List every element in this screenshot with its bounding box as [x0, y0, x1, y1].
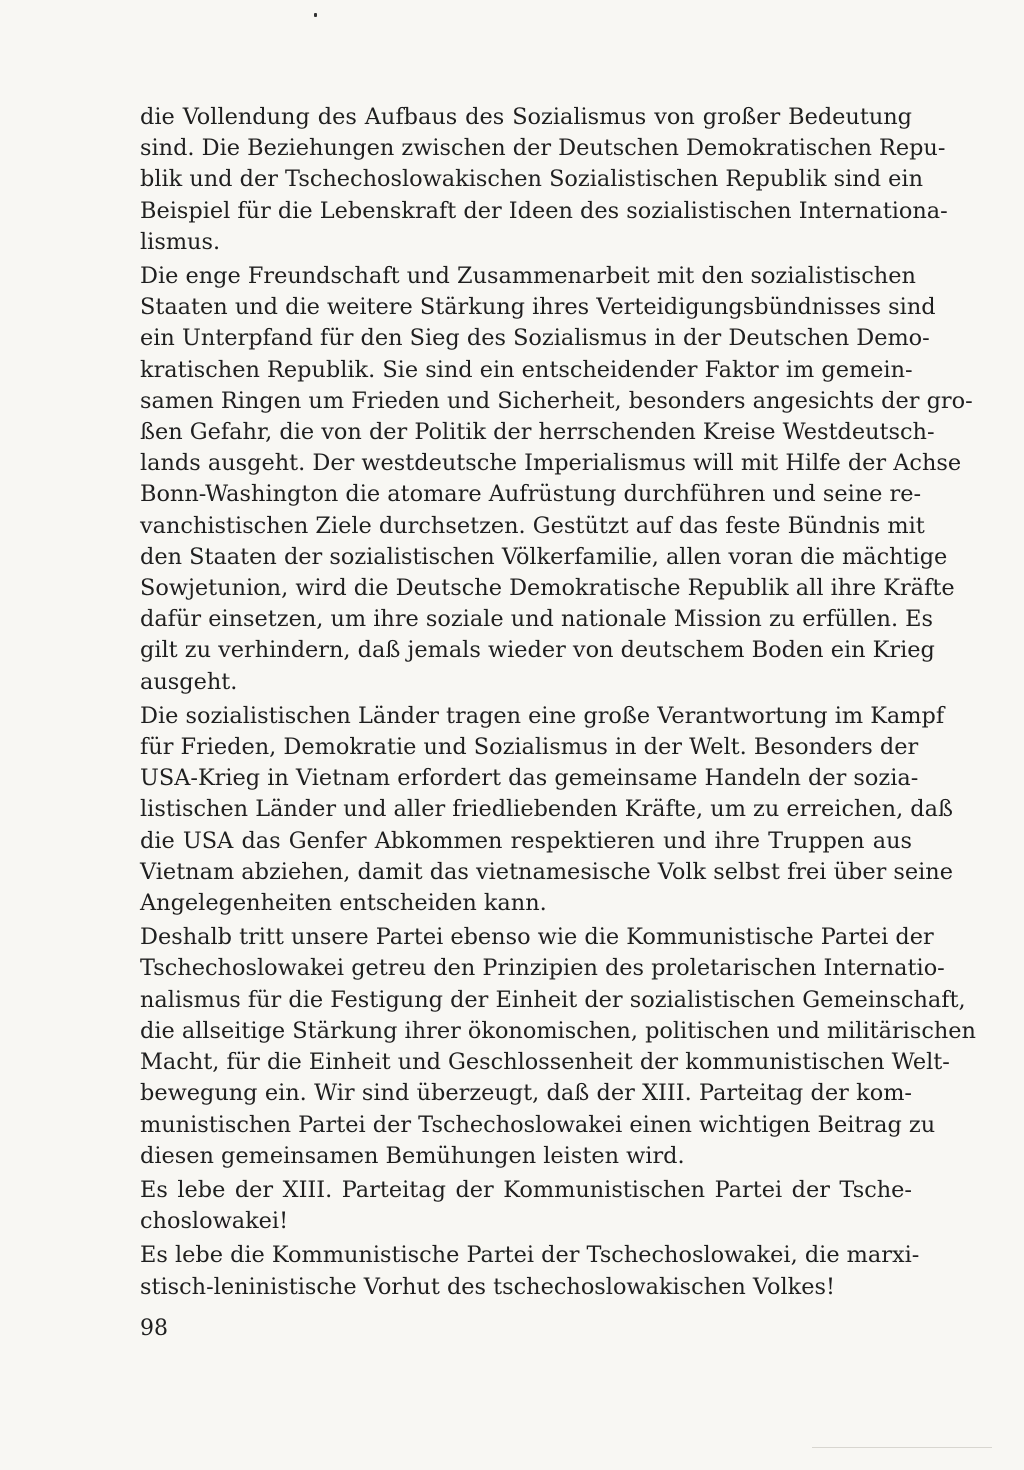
text-line: listischen Länder und aller friedliebenden Kräfte, um zu erreichen, daß: [140, 796, 953, 823]
text-line: ausgeht.: [140, 668, 238, 695]
scan-speck: [314, 13, 317, 17]
text-line: diesen gemeinsamen Bemühungen leisten wird.: [140, 1142, 685, 1169]
text-line: gilt zu verhindern, daß jemals wieder von deutschem Boden ein Krieg: [140, 637, 935, 664]
paragraph-6: [140, 1240, 920, 1302]
text-line: für Frieden, Demokratie und Sozialismus in der Welt. Besonders der: [140, 734, 919, 761]
text-line: die USA das Genfer Abkommen respektieren und ihre Truppen aus: [140, 827, 912, 854]
text-line: stisch-leninistische Vorhut des tschechoslowakischen Volkes!: [140, 1273, 835, 1300]
text-line: Angelegenheiten entscheiden kann.: [140, 890, 547, 917]
text-line: Die enge Freundschaft und Zusammenarbeit mit den sozialistischen: [140, 263, 916, 290]
text-line: blik und der Tschechoslowakischen Sozialistischen Republik sind ein: [140, 166, 923, 193]
scan-edge-mark: [812, 1447, 992, 1448]
text-line: kratischen Republik. Sie sind ein entscheidender Faktor im gemein-: [140, 356, 913, 383]
text-line: die allseitige Stärkung ihrer ökonomischen, politischen und militärischen: [140, 1017, 976, 1044]
body-text: [140, 102, 976, 1303]
paragraph-5: [140, 1175, 912, 1237]
text-line: munistischen Partei der Tschechoslowakei einen wichtigen Beitrag zu: [140, 1111, 936, 1138]
text-line: Bonn-Washington die atomare Aufrüstung durchführen und seine re-: [140, 481, 922, 508]
text-line: bewegung ein. Wir sind überzeugt, daß der XIII. Parteitag der kom-: [140, 1080, 912, 1107]
text-line: lismus.: [140, 228, 221, 255]
text-line: Die sozialistischen Länder tragen eine große Verantwortung im Kampf: [140, 702, 945, 729]
text-line: Tschechoslowakei getreu den Prinzipien des proletarischen Internatio-: [140, 955, 945, 982]
text-line: USA-Krieg in Vietnam erfordert das gemeinsame Handeln der sozia-: [140, 765, 919, 792]
text-line: sind. Die Beziehungen zwischen der Deutschen Demokratischen Repu-: [140, 135, 946, 162]
text-line: den Staaten der sozialistischen Völkerfamilie, allen voran die mächtige: [140, 543, 948, 570]
text-line: vanchistischen Ziele durchsetzen. Gestützt auf das feste Bündnis mit: [140, 512, 925, 539]
text-line: samen Ringen um Frieden und Sicherheit, besonders angesichts der gro-: [140, 387, 973, 414]
text-line: choslowakei!: [140, 1208, 289, 1235]
text-line: nalismus für die Festigung der Einheit der sozialistischen Gemeinschaft,: [140, 986, 966, 1013]
text-line: ein Unterpfand für den Sieg des Sozialismus in der Deutschen Demo-: [140, 325, 930, 352]
text-line: lands ausgeht. Der westdeutsche Imperialismus will mit Hilfe der Achse: [140, 450, 962, 477]
text-line: Es lebe der XIII. Parteitag der Kommunistischen Partei der Tsche-: [140, 1176, 912, 1203]
paragraph-2: [140, 261, 973, 698]
text-line: Deshalb tritt unsere Partei ebenso wie die Kommunistische Partei der: [140, 924, 934, 951]
text-line: die Vollendung des Aufbaus des Sozialismus von großer Bedeutung: [140, 104, 912, 130]
page-number: 98: [140, 1316, 168, 1341]
text-line: ßen Gefahr, die von der Politik der herrschenden Kreise Westdeutsch-: [140, 419, 935, 446]
text-line: Es lebe die Kommunistische Partei der Tschechoslowakei, die marxi-: [140, 1242, 920, 1269]
text-line: Vietnam abziehen, damit das vietnamesische Volk selbst frei über seine: [140, 858, 953, 885]
paragraph-4: [140, 922, 976, 1172]
text-line: Macht, für die Einheit und Geschlossenheit der kommunistischen Welt-: [140, 1049, 950, 1076]
paragraph-3: [140, 701, 953, 919]
text-line: Beispiel für die Lebenskraft der Ideen des sozialistischen Internationa-: [140, 197, 948, 224]
text-line: Sowjetunion, wird die Deutsche Demokratische Republik all ihre Kräfte: [140, 575, 955, 602]
text-line: Staaten und die weitere Stärkung ihres Verteidigungsbündnisses sind: [140, 294, 936, 321]
paragraph-1: [140, 102, 948, 258]
text-line: dafür einsetzen, um ihre soziale und nationale Mission zu erfüllen. Es: [140, 606, 934, 633]
